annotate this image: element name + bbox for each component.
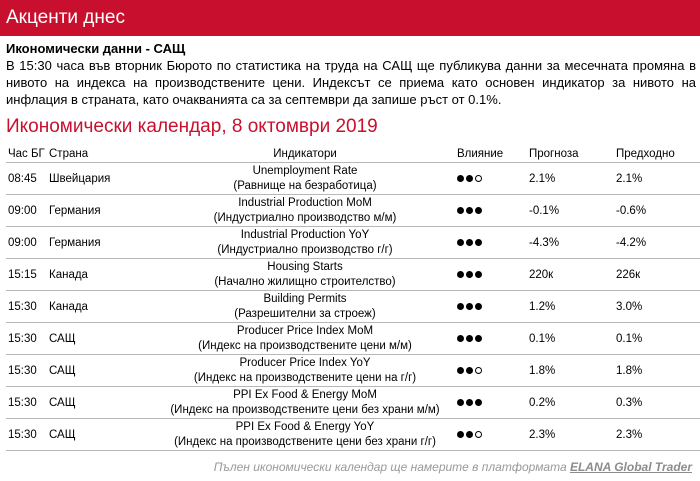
calendar-title: Икономически календар, 8 октомври 2019 [6, 116, 378, 137]
cell-time: 15:30 [6, 387, 47, 419]
table-header-row [6, 146, 700, 163]
cell-indicator [155, 419, 455, 451]
influence-dot-filled-icon [457, 207, 464, 214]
influence-dot-filled-icon [457, 399, 464, 406]
table-row [6, 419, 700, 451]
cell-influence [455, 355, 527, 387]
platform-link[interactable]: ELANA Global Trader [569, 460, 692, 474]
cell-previous: 0.3% [614, 387, 700, 419]
table-row [6, 323, 700, 355]
table-row [6, 355, 700, 387]
indicator-bg: (Индекс на производствените цени без храни м/м) [170, 403, 440, 416]
section-body: В 15:30 часа във вторник Бюрото по статистика на труда на САЩ ще публикува данни за месечната промяна в нивото на индекса на производствените цени. Индексът се приема като основен индикатор за нивото на инфлация в страната, като очакванията са за септември да запише ръст от 0.1%. [6, 58, 696, 107]
col-forecast: Прогноза [527, 146, 614, 163]
cell-previous: 1.8% [614, 355, 700, 387]
influence-dot-filled-icon [466, 399, 473, 406]
indicator-en: Unemployment Rate [252, 164, 358, 177]
cell-indicator [155, 259, 455, 291]
indicator-en: Industrial Production YoY [240, 228, 370, 241]
section-header [0, 0, 700, 36]
influence-dot-filled-icon [466, 239, 473, 246]
cell-forecast: 2.1% [527, 163, 614, 195]
cell-previous: 0.1% [614, 323, 700, 355]
influence-dot-filled-icon [475, 335, 482, 342]
footer-text: Пълен икономически календар ще намерите в платформата [213, 460, 567, 474]
cell-indicator [155, 163, 455, 195]
indicator-en: Producer Price Index YoY [239, 356, 371, 369]
cell-indicator [155, 355, 455, 387]
indicator-en: PPI Ex Food & Energy MoM [233, 388, 377, 401]
influence-dot-filled-icon [475, 303, 482, 310]
cell-previous: -0.6% [614, 195, 700, 227]
cell-country: Германия [47, 195, 155, 227]
cell-forecast: 0.1% [527, 323, 614, 355]
table-row [6, 387, 700, 419]
indicator-bg: (Индустриално производство г/г) [217, 243, 393, 256]
influence-dot-filled-icon [457, 303, 464, 310]
influence-dot-filled-icon [457, 271, 464, 278]
cell-country: САЩ [47, 419, 155, 451]
col-influence: Влияние [455, 146, 527, 163]
cell-country: САЩ [47, 355, 155, 387]
influence-dot-filled-icon [475, 399, 482, 406]
indicator-bg: (Индекс на производствените цени м/м) [198, 339, 412, 352]
influence-dot-filled-icon [457, 431, 464, 438]
cell-forecast: 0.2% [527, 387, 614, 419]
table-row [6, 259, 700, 291]
table-row [6, 227, 700, 259]
cell-time: 09:00 [6, 227, 47, 259]
cell-previous: 226к [614, 259, 700, 291]
cell-country: Канада [47, 291, 155, 323]
influence-dot-empty-icon [475, 431, 482, 438]
indicator-en: Industrial Production MoM [238, 196, 372, 209]
cell-previous: 2.1% [614, 163, 700, 195]
influence-dot-filled-icon [457, 239, 464, 246]
influence-dot-filled-icon [457, 335, 464, 342]
cell-influence [455, 259, 527, 291]
footer-note [214, 460, 692, 474]
cell-influence [455, 227, 527, 259]
cell-influence [455, 291, 527, 323]
influence-dot-empty-icon [475, 175, 482, 182]
cell-time: 15:30 [6, 419, 47, 451]
influence-dot-filled-icon [466, 335, 473, 342]
cell-influence [455, 195, 527, 227]
cell-influence [455, 387, 527, 419]
cell-time: 15:15 [6, 259, 47, 291]
cell-indicator [155, 323, 455, 355]
cell-country: САЩ [47, 323, 155, 355]
cell-indicator [155, 227, 455, 259]
influence-dot-filled-icon [475, 239, 482, 246]
economic-calendar-table [6, 146, 700, 451]
cell-time: 08:45 [6, 163, 47, 195]
cell-forecast: 1.8% [527, 355, 614, 387]
indicator-en: Building Permits [263, 292, 347, 305]
cell-indicator [155, 291, 455, 323]
cell-forecast: 1.2% [527, 291, 614, 323]
influence-dot-filled-icon [475, 271, 482, 278]
section-title: Икономически данни - САЩ [6, 41, 186, 56]
cell-influence [455, 419, 527, 451]
influence-dot-filled-icon [466, 431, 473, 438]
cell-previous: -4.2% [614, 227, 700, 259]
economic-data-section [6, 40, 696, 108]
cell-country: Канада [47, 259, 155, 291]
cell-previous: 2.3% [614, 419, 700, 451]
indicator-en: PPI Ex Food & Energy YoY [235, 420, 375, 433]
influence-dot-filled-icon [466, 175, 473, 182]
cell-time: 15:30 [6, 323, 47, 355]
cell-previous: 3.0% [614, 291, 700, 323]
indicator-bg: (Индекс на производствените цени на г/г) [193, 371, 417, 384]
cell-influence [455, 323, 527, 355]
influence-dot-filled-icon [466, 271, 473, 278]
indicator-bg: (Индустриално производство м/м) [213, 211, 397, 224]
indicator-bg: (Начално жилищно строителство) [214, 275, 396, 288]
cell-forecast: 2.3% [527, 419, 614, 451]
cell-forecast: -4.3% [527, 227, 614, 259]
influence-dot-filled-icon [475, 207, 482, 214]
influence-dot-filled-icon [466, 367, 473, 374]
table-row [6, 163, 700, 195]
col-time: Час БГ [6, 146, 47, 163]
cell-time: 15:30 [6, 291, 47, 323]
cell-country: Германия [47, 227, 155, 259]
influence-dot-empty-icon [475, 367, 482, 374]
influence-dot-filled-icon [457, 175, 464, 182]
indicator-en: Producer Price Index MoM [236, 324, 374, 337]
influence-dot-filled-icon [466, 303, 473, 310]
cell-forecast: -0.1% [527, 195, 614, 227]
indicator-bg: (Равнище на безработица) [233, 179, 377, 192]
cell-time: 09:00 [6, 195, 47, 227]
cell-indicator [155, 195, 455, 227]
indicator-bg: (Разрешителни за строеж) [234, 307, 376, 320]
indicator-en: Housing Starts [267, 260, 343, 273]
table-body [6, 163, 700, 451]
col-previous: Предходно [614, 146, 700, 163]
cell-influence [455, 163, 527, 195]
table-row [6, 291, 700, 323]
header-title: Акценти днес [6, 7, 125, 28]
influence-dot-filled-icon [457, 367, 464, 374]
table-row [6, 195, 700, 227]
cell-indicator [155, 387, 455, 419]
col-indicator: Индикатори [155, 146, 455, 163]
cell-forecast: 220к [527, 259, 614, 291]
cell-country: САЩ [47, 387, 155, 419]
influence-dot-filled-icon [466, 207, 473, 214]
cell-country: Швейцария [47, 163, 155, 195]
col-country: Страна [47, 146, 155, 163]
cell-time: 15:30 [6, 355, 47, 387]
indicator-bg: (Индекс на производствените цени без храни г/г) [174, 435, 436, 448]
